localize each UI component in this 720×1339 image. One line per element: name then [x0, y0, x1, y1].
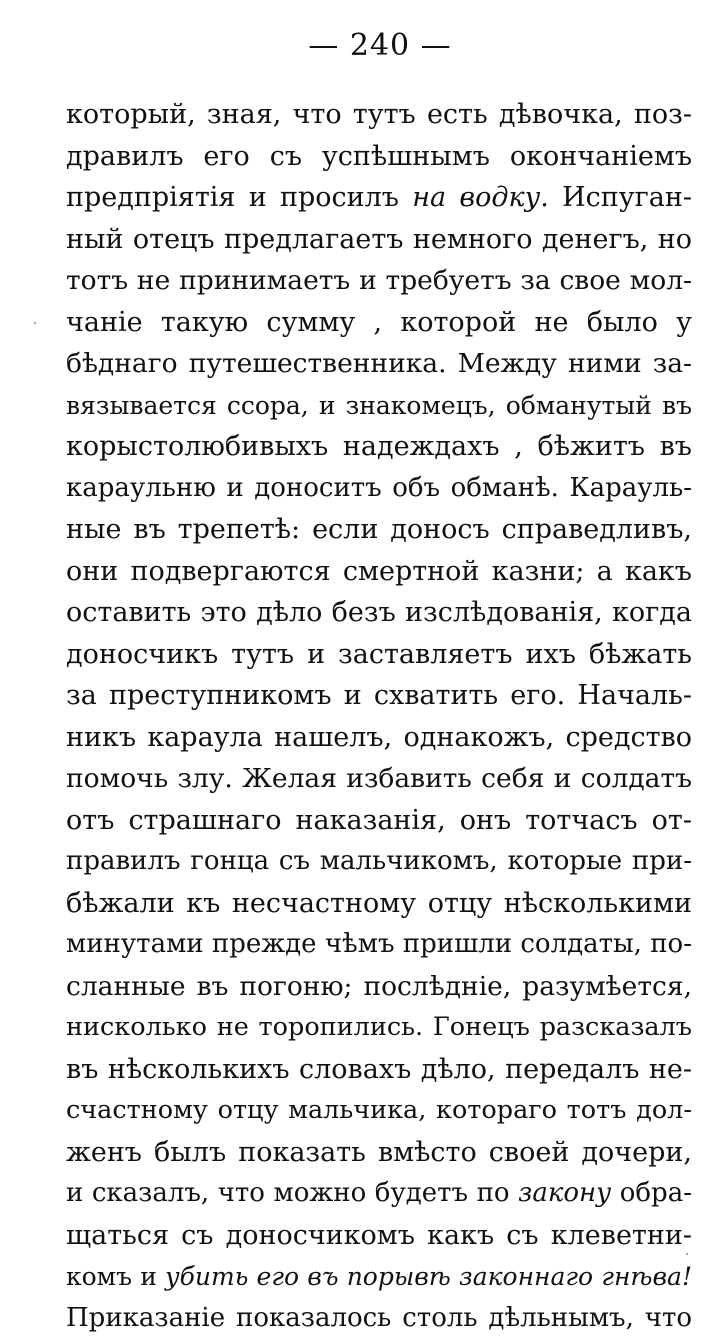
text-line [66, 509, 692, 551]
print-speck [686, 1253, 688, 1255]
text-line [66, 1215, 692, 1257]
text-line [66, 343, 692, 385]
text-segment: за преступникомъ и схватить его. Началь- [66, 680, 692, 711]
text-line [66, 302, 692, 344]
text-line [66, 1132, 692, 1174]
text-segment: минутами прежде чѣмъ пришли солдаты, по- [66, 929, 692, 959]
text-segment: корыстолюбивыхъ надеждахъ , бѣжитъ въ [66, 431, 692, 462]
text-segment: караульню и доноситъ объ обманѣ. Карауль- [66, 473, 692, 503]
text-segment: женъ былъ показать вмѣсто своей дочери, [66, 1137, 692, 1168]
text-segment: ные въ трепетѣ: если доносъ справедливъ, [66, 514, 692, 545]
text-line [66, 1090, 692, 1132]
text-segment: который, зная, что тутъ есть дѣвочка, поз- [66, 99, 692, 130]
text-line [66, 1049, 692, 1091]
text-segment: оставить это дѣло безъ изслѣдованія, когда [66, 597, 692, 628]
text-line [66, 1256, 692, 1298]
text-line [66, 966, 692, 1008]
text-segment: никъ караула нашелъ, однакожъ, средство [66, 722, 692, 753]
text-segment: помочь злу. Желая избавить себя и солдатъ [66, 763, 692, 794]
text-line [66, 551, 692, 593]
text-line [66, 841, 692, 883]
text-line [66, 219, 692, 261]
text-segment: щаться съ доносчикомъ какъ съ клеветни- [66, 1220, 692, 1251]
text-line [66, 800, 692, 842]
text-segment: чаніе такую сумму , которой не было у [66, 307, 692, 338]
italic-text: на водку [412, 182, 540, 213]
text-segment: отъ страшнаго наказанія, онъ тотчасъ от- [66, 805, 692, 836]
text-line [66, 94, 692, 136]
text-segment: бѣжали къ несчастному отцу нѣсколькими [66, 888, 692, 919]
text-line [66, 136, 692, 178]
italic-text: убить его въ порывѣ законнаго гнѣва! [165, 1262, 692, 1291]
text-segment: ный отецъ предлагаетъ немного денегъ, но [66, 224, 692, 255]
italic-text: закону [518, 1178, 611, 1208]
text-line [66, 1007, 692, 1049]
text-line [66, 177, 692, 219]
text-segment: въ нѣсколькихъ словахъ дѣло, передалъ не- [66, 1054, 692, 1085]
text-segment: и сказалъ, что можно будетъ по [66, 1178, 518, 1208]
text-line [66, 675, 692, 717]
text-segment: нисколько не торопились. Гонецъ разсказалъ [66, 1012, 692, 1042]
text-line [66, 1298, 692, 1339]
text-line [66, 883, 692, 925]
text-line [66, 758, 692, 800]
text-line [66, 634, 692, 676]
text-line [66, 592, 692, 634]
text-segment: дравилъ его съ успѣшнымъ окончаніемъ [66, 141, 692, 172]
text-segment: правилъ гонца съ мальчикомъ, которые при- [66, 846, 692, 876]
text-segment: . Испуган- [540, 182, 692, 213]
text-segment: сланные въ погоню; послѣдніе, разумѣется, [66, 971, 692, 1002]
text-line [66, 426, 692, 468]
text-segment: Приказаніе показалось столь дѣльнымъ, что [66, 1303, 692, 1333]
text-line [66, 924, 692, 966]
text-segment: доносчикъ тутъ и заставляетъ ихъ бѣжать [66, 639, 692, 670]
print-speck [34, 322, 36, 324]
text-segment: они подвергаются смертной казни; а какъ [66, 556, 692, 587]
text-segment: вязывается ссора, и знакомецъ, обманутый въ [66, 391, 692, 420]
text-segment: тотъ не принимаетъ и требуетъ за свое мол- [66, 265, 692, 296]
text-line [66, 1173, 692, 1215]
text-segment: предпріятія и просилъ [66, 182, 412, 213]
text-line [66, 385, 692, 427]
text-line [66, 260, 692, 302]
text-segment: бѣднаго путешественника. Между ними за- [66, 348, 692, 379]
text-line [66, 717, 692, 759]
text-segment: обра- [611, 1178, 692, 1208]
text-line [66, 468, 692, 510]
text-segment: комъ и [66, 1262, 165, 1291]
text-segment: счастному отцу мальчика, котораго тотъ дол- [66, 1095, 692, 1125]
page-number: — 240 — [0, 26, 720, 66]
body-text [66, 94, 692, 1339]
